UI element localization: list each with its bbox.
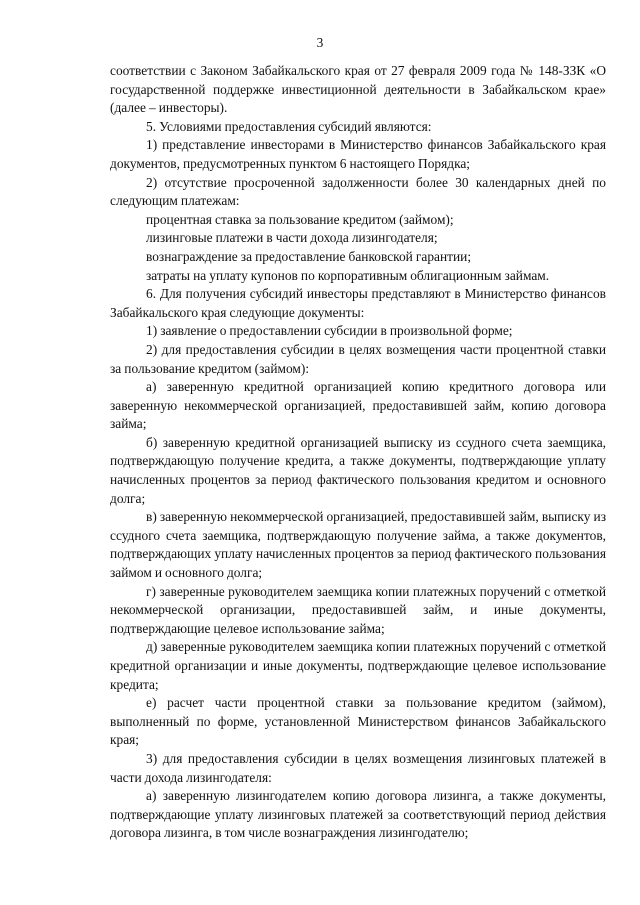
page-number: 3 <box>316 35 324 50</box>
list-item: процентная ставка за пользование кредитом (займом); <box>146 211 454 227</box>
paragraph: 1) представление инвесторами в Министерство финансов Забайкальского края документов, предусмотренных пунктом 6 настоящего Порядка; <box>110 137 606 171</box>
list-item: вознаграждение за предоставление банковской гарантии; <box>146 248 472 264</box>
list-item: затраты на уплату купонов по корпоративным облигационным займам. <box>146 267 550 283</box>
paragraph: 1) заявление о предоставлении субсидии в произвольной форме; <box>146 323 513 339</box>
paragraph: 5. Условиями предоставления субсидий являются: <box>146 118 432 134</box>
paragraph: д) заверенные руководителем заемщика копии платежных поручений с отметкой кредитной организации и иные документы, подтверждающие целевое использование кредита; <box>110 639 606 692</box>
paragraph: а) заверенную кредитной организацией копию кредитного договора или заверенную некоммерческой организацией, предоставившей займ, копию договора займа; <box>110 379 606 432</box>
list-item: лизинговые платежи в части дохода лизингодателя; <box>146 230 438 246</box>
paragraph: соответствии с Законом Забайкальского края от 27 февраля 2009 года № 148-ЗЗК «О государственной поддержке инвестиционной деятельности в Забайкальском крае» (далее – инвесторы). <box>110 63 606 116</box>
paragraph: б) заверенную кредитной организацией выписку из ссудного счета заемщика, подтверждающую получение кредита, а также документы, подтверждающие уплату начисленных процентов за период фактического пользования кредитом и основного долга; <box>110 434 606 506</box>
paragraph: а) заверенную лизингодателем копию договора лизинга, а также документы, подтверждающие уплату лизинговых платежей за соответствующий период действия договора лизинга, в том числе вознаграждения лизингодателю; <box>110 788 606 841</box>
document-body <box>110 62 606 843</box>
paragraph: 3) для предоставления субсидии в целях возмещения лизинговых платежей в части дохода лизингодателя: <box>110 750 606 785</box>
paragraph: е) расчет части процентной ставки за пользование кредитом (займом), выполненный по форме, установленной Министерством финансов Забайкальского края; <box>110 695 606 748</box>
paragraph: г) заверенные руководителем заемщика копии платежных поручений с отметкой некоммерческой организации, предоставившей займ, и иные документы, подтверждающие целевое использование займа; <box>110 583 606 636</box>
paragraph: в) заверенную некоммерческой организацией, предоставившей займ, выписку из ссудного счета заемщика, подтверждающую получение займа, а также документов, подтверждающих уплату начисленных процентов за период фактического пользования займом и основного долга; <box>110 509 606 581</box>
paragraph: 6. Для получения субсидий инвесторы представляют в Министерство финансов Забайкальского края следующие документы: <box>110 286 606 320</box>
paragraph: 2) для предоставления субсидии в целях возмещения части процентной ставки за пользование кредитом (займом): <box>110 341 606 376</box>
paragraph: 2) отсутствие просроченной задолженности более 30 календарных дней по следующим платежам: <box>110 174 606 209</box>
